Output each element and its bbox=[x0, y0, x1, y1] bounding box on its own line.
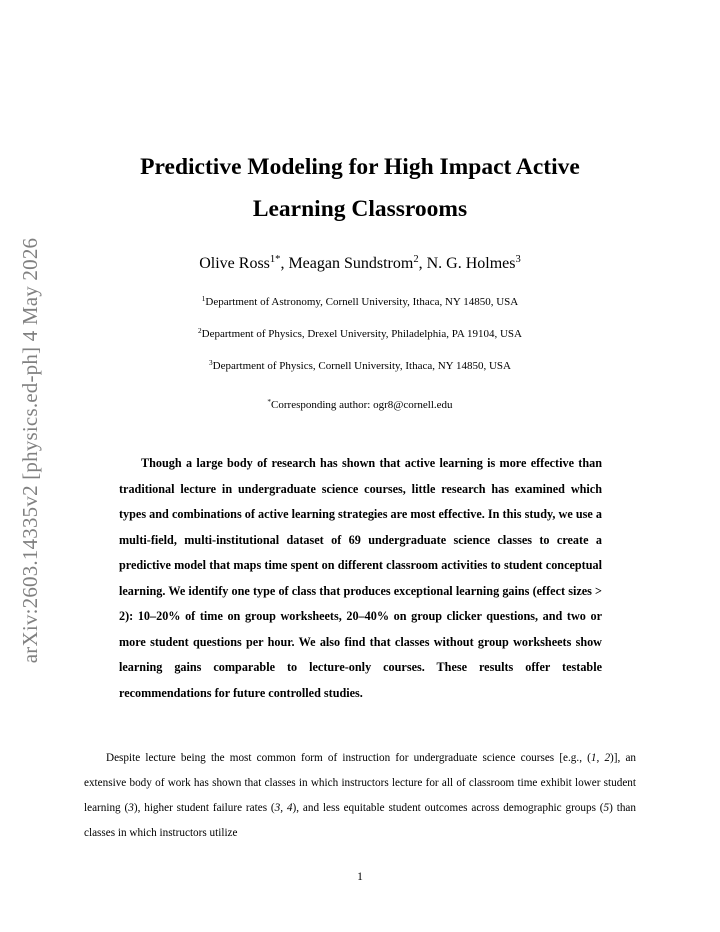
affiliation-2 bbox=[100, 327, 620, 341]
citation-number: 1, 2 bbox=[590, 752, 611, 764]
arxiv-identifier-text: arXiv:2603.14335v2 [physics.ed-ph] 4 May 2026 bbox=[18, 237, 43, 663]
corresponding-author-text: Corresponding author: ogr8@cornell.edu bbox=[271, 399, 453, 411]
body-text-segment: ) than classes in which instructors utilize bbox=[84, 802, 636, 839]
affiliation-1 bbox=[100, 295, 620, 309]
arxiv-identifier-stamp bbox=[8, 230, 54, 670]
corresponding-mark: * bbox=[267, 398, 272, 407]
affiliation-text: Department of Physics, Drexel University, Philadelphia, PA 19104, USA bbox=[201, 328, 522, 340]
author-affiliation-mark: 3 bbox=[515, 254, 521, 266]
body-text-segment: ), higher student failure rates ( bbox=[133, 802, 275, 814]
affiliation-mark: 2 bbox=[198, 327, 202, 336]
author-separator: , bbox=[280, 255, 289, 272]
body-text-segment: ), and less equitable student outcomes across demographic groups ( bbox=[292, 802, 604, 814]
author-list bbox=[100, 253, 620, 275]
affiliation-text: Department of Astronomy, Cornell University, Ithaca, NY 14850, USA bbox=[205, 296, 519, 308]
author-name: Meagan Sundstrom bbox=[288, 255, 414, 272]
author-name: N. G. Holmes bbox=[426, 255, 516, 272]
citation-number: 5 bbox=[603, 802, 610, 814]
body-text-segment: Despite lecture being the most common form of instruction for undergraduate science courses [e.g., ( bbox=[106, 752, 591, 764]
body-paragraph bbox=[84, 746, 636, 846]
author-name: Olive Ross bbox=[199, 255, 270, 272]
citation-number: 3, 4 bbox=[274, 802, 293, 814]
page-number: 1 bbox=[357, 871, 363, 883]
affiliation-3 bbox=[100, 359, 620, 373]
author-affiliation-mark: 2 bbox=[413, 254, 419, 266]
author-separator: , bbox=[418, 255, 427, 272]
abstract: Though a large body of research has shown that active learning is more effective than traditional lecture in undergraduate science courses, little research has examined which types and combinations of active learning strategies are most effective. In this study, we use a multi-field, multi-institutional dataset of 69 undergraduate science classes to create a predictive model that maps time spent on different classroom activities to student conceptual learning. We identify one type of class that produces exceptional learning gains (effect sizes > 2): 10–20% of time on group worksheets, 20–40% on group clicker questions, and two or more student questions per hour. We also find that classes without group worksheets show learning gains comparable to lecture-only courses. These results offer testable recommendations for future controlled studies. bbox=[119, 456, 602, 700]
citation-number: 3 bbox=[128, 802, 134, 814]
affiliation-mark: 1 bbox=[201, 295, 206, 304]
affiliation-text: Department of Physics, Cornell University, Ithaca, NY 14850, USA bbox=[212, 360, 511, 372]
affiliation-mark: 3 bbox=[209, 359, 213, 368]
author-affiliation-mark: 1* bbox=[269, 254, 281, 266]
corresponding-author bbox=[100, 398, 620, 412]
body-text-segment: )], an extensive body of work has shown that classes in which instructors lecture for all of classroom time exhibit lower student learning ( bbox=[84, 752, 637, 814]
paper-title: Predictive Modeling for High Impact Active Learning Classrooms bbox=[140, 154, 580, 222]
